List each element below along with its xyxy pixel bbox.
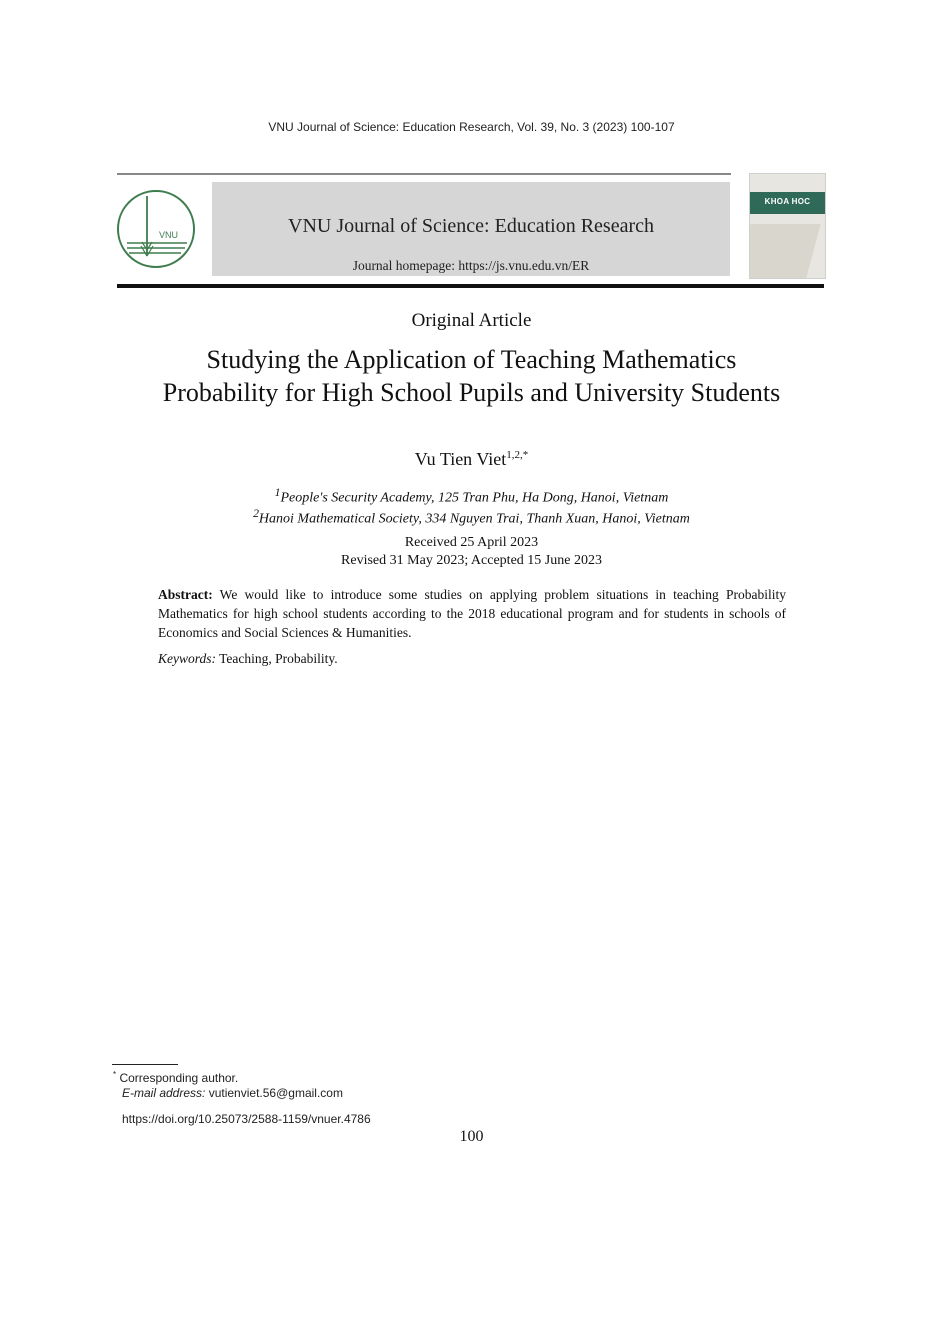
header-top-rule xyxy=(117,173,731,175)
title-line-1: Studying the Application of Teaching Mathematics xyxy=(206,345,737,374)
affiliation-1 xyxy=(0,486,943,507)
journal-title: VNU Journal of Science: Education Research xyxy=(288,215,654,237)
affiliation-2-sup: 2 xyxy=(253,507,259,520)
affiliation-1-sup: 1 xyxy=(274,486,281,499)
journal-homepage-link[interactable]: Journal homepage: https://js.vnu.edu.vn/ER xyxy=(352,258,590,273)
affiliation-2 xyxy=(0,507,943,528)
abstract xyxy=(158,585,786,642)
cover-label: KHOA HOC xyxy=(764,197,811,206)
doi-link[interactable]: https://doi.org/10.25073/2588-1159/vnuer.4786 xyxy=(122,1112,371,1126)
author-line xyxy=(0,449,943,470)
revised-accepted-dates: Revised 31 May 2023; Accepted 15 June 2023 xyxy=(341,553,602,568)
header-bottom-rule xyxy=(117,284,824,288)
keywords-label: Keywords: xyxy=(158,651,216,666)
abstract-text: We would like to introduce some studies on applying problem situations in teaching Probability Mathematics for high school students according to the 2018 educational program and for students in schools of Economics and Social Sciences & Humanities. xyxy=(158,587,786,640)
running-head: VNU Journal of Science: Education Research, Vol. 39, No. 3 (2023) 100-107 xyxy=(268,120,675,134)
received-date: Received 25 April 2023 xyxy=(404,535,539,550)
keywords-text: Teaching, Probability. xyxy=(216,651,338,666)
footnote-corresponding xyxy=(113,1070,238,1085)
article-title xyxy=(0,343,943,409)
vnu-logo-icon xyxy=(115,188,197,270)
corresponding-author-label: Corresponding author. xyxy=(119,1071,239,1085)
cover-decoration xyxy=(749,224,821,279)
abstract-label: Abstract: xyxy=(158,587,213,602)
article-type: Original Article xyxy=(411,310,532,331)
page-number: 100 xyxy=(459,1128,484,1145)
title-line-2: Probability for High School Pupils and University Students xyxy=(162,378,781,407)
svg-text:VNU: VNU xyxy=(159,230,179,240)
affiliation-2-text: Hanoi Mathematical Society, 334 Nguyen Trai, Thanh Xuan, Hanoi, Vietnam xyxy=(258,511,690,527)
footnote-marker: * xyxy=(113,1070,117,1079)
email-address-link[interactable]: vutienviet.56@gmail.com xyxy=(205,1086,343,1100)
footnote-email xyxy=(122,1086,343,1100)
author-name: Vu Tien Viet xyxy=(414,449,507,469)
author-superscript: 1,2,* xyxy=(506,449,529,461)
affiliation-1-text: People's Security Academy, 125 Tran Phu, Ha Dong, Hanoi, Vietnam xyxy=(280,490,669,506)
journal-cover-thumbnail xyxy=(749,173,826,279)
keywords xyxy=(158,651,338,667)
footnote-rule xyxy=(112,1064,178,1065)
email-label: E-mail address: xyxy=(122,1086,206,1100)
